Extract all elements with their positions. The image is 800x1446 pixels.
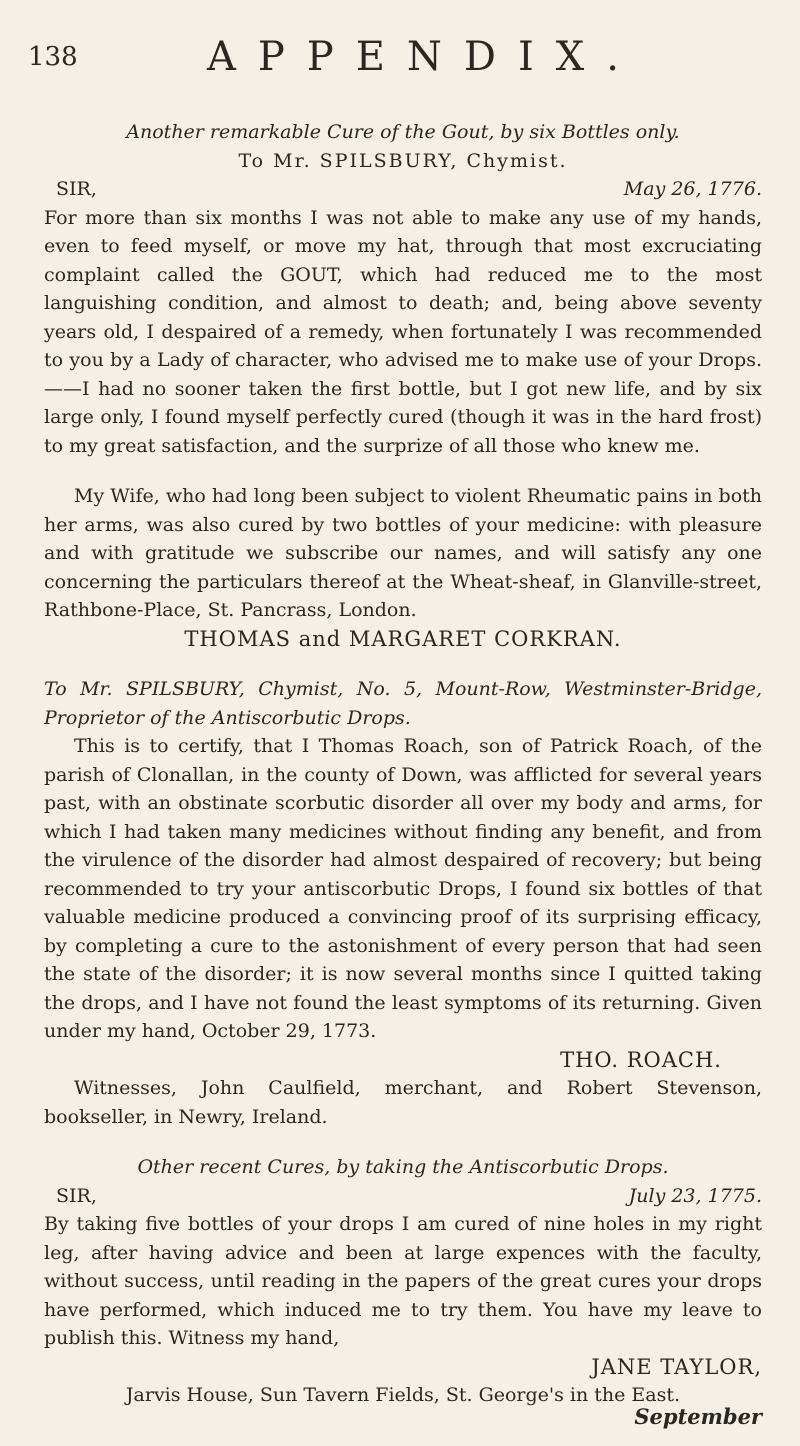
letter1-title: Another remarkable Cure of the Gout, by six Bottles only. xyxy=(126,121,680,143)
letter3-heading: Other recent Cures, by taking the Antiscorbutic Drops. xyxy=(137,1156,669,1178)
letter2-paragraph: This is to certify, that I Thomas Roach, son of Patrick Roach, of the parish of Clonallan, in the county of Down, was afflicted for several years past, with an obstinate scorbutic disorder all over my body and arms, for which I had taken many medicines without finding any benefit, and from the virulence of the disorder had almost despaired of recovery; but being recommended to try your antiscorbutic Drops, I found six bottles of that valuable medicine produced a convincing proof of its surprising efficacy, by completing a cure to the astonishment of every person that had seen the state of the disorder; it is now several months since I quitted taking the drops, and I have not found the least symptoms of its returning. Given under my hand, October 29, 1773. xyxy=(44,735,762,1042)
letter3-address: Jarvis House, Sun Tavern Fields, St. George's in the East. xyxy=(125,1384,681,1406)
letter3-date: July 23, 1775. xyxy=(628,1184,762,1207)
letter1-paragraph-1: For more than six months I was not able to make any use of my hands, even to feed myself, or move my hat, through that most excruciating complaint called the GOUT, which had reduced me to the most languishing condition, and almost to death; and, being above seventy years old, I despaired of a remedy, when fortunately I was recommended to you by a Lady of character, who advised me to make use of your Drops.——I had no sooner taken the first bottle, but I got new life, and by six large only, I found myself perfectly cured (though it was in the hard frost) to my great satisfaction, and the surprize of all those who knew me. xyxy=(44,206,762,457)
letter1-date: May 26, 1776. xyxy=(623,178,762,200)
page-number: 138 xyxy=(28,42,78,72)
letter3-paragraph: By taking five bottles of your drops I am cured of nine holes in my right leg, after having advice and been at large expences with the faculty, without success, until reading in the papers of the great cures your drops have performed, which induced me to try them. You have my leave to publish this. Witness my hand, xyxy=(44,1213,762,1349)
letter2-witnesses: Witnesses, John Caulfield, merchant, and Robert Stevenson, bookseller, in Newry, Ireland. xyxy=(44,1077,762,1128)
letter1-paragraph-2: My Wife, who had long been subject to violent Rheumatic pains in both her arms, was also cured by two bottles of your medicine: with pleasure and with gratitude we subscribe our names, and will satisfy any one concerning the particulars thereof at the Wheat-sheaf, in Glanville-street, Rathbone-Place, St. Pancrass, London. xyxy=(44,485,762,621)
running-head: APPENDIX. xyxy=(207,34,641,80)
letter2-addressee: To Mr. SPILSBURY, Chymist, No. 5, Mount-Row, Westminster-Bridge, Proprietor of the Antiscorbutic Drops. xyxy=(44,678,762,729)
letter2-signature: THO. ROACH. xyxy=(560,1047,722,1072)
letter1-addressee: To Mr. SPILSBURY, Chymist. xyxy=(238,149,568,172)
page-body xyxy=(44,118,762,1410)
letter3-salutation: SIR, xyxy=(56,1184,97,1207)
letter3-signature: JANE TAYLOR, xyxy=(591,1354,762,1379)
catchword: September xyxy=(634,1404,762,1429)
letter1-salutation-row xyxy=(44,175,762,204)
letter3-salutation-row xyxy=(44,1182,762,1211)
letter1-signature: THOMAS and MARGARET CORKRAN. xyxy=(184,626,622,651)
page-header xyxy=(28,34,760,80)
letter1-salutation: SIR, xyxy=(56,178,97,200)
